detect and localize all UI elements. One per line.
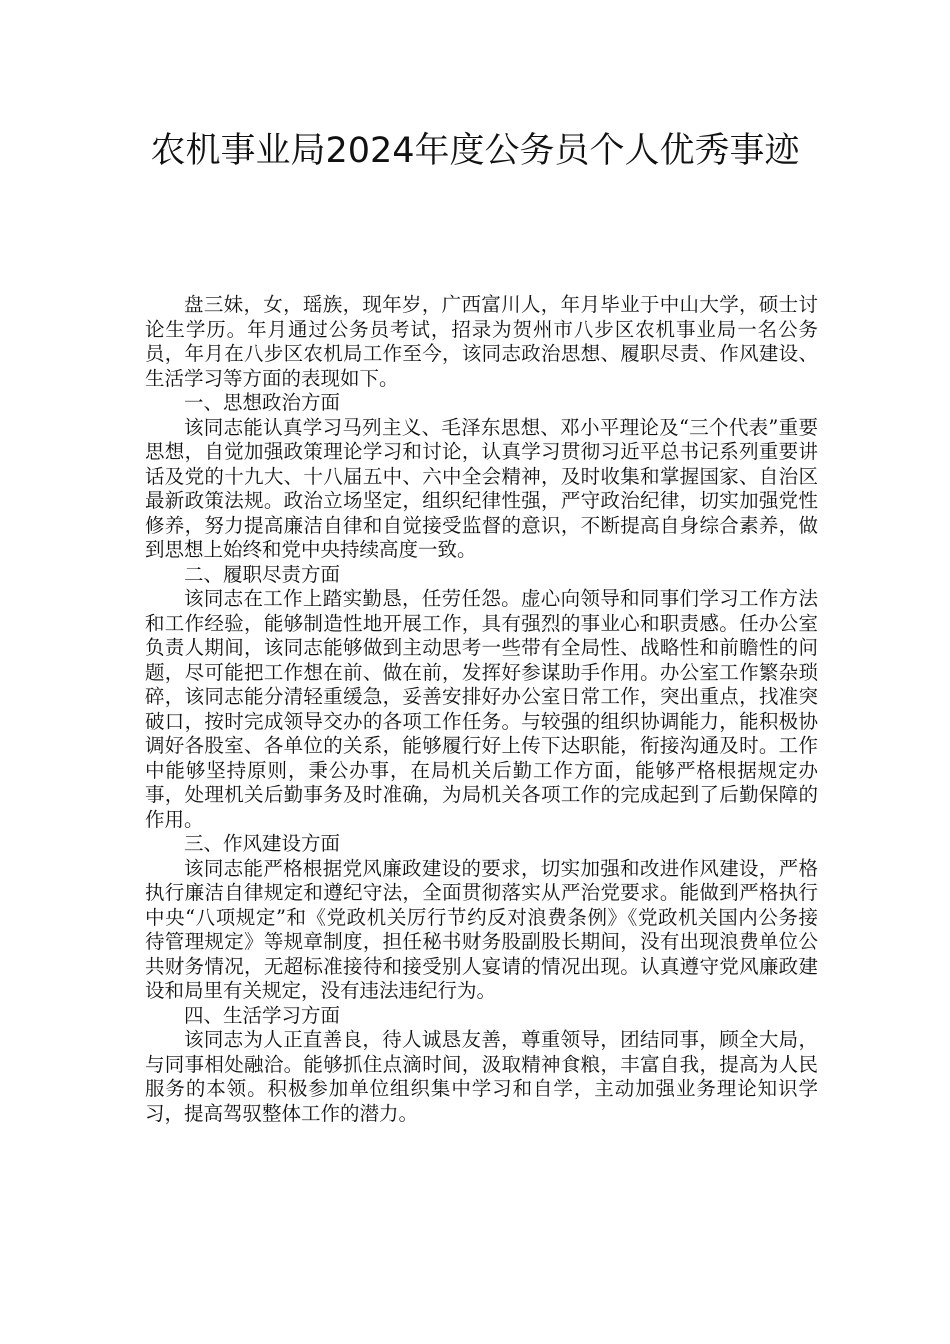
section-text-duty: 该同志在工作上踏实勤恳，任劳任怨。虚心向领导和同事们学习工作方法和工作经验，能够制造性地开展工作，具有强烈的事业心和职责感。任办公室负责人期间，该同志能够做到主动思考一些带有全局性、战略性和前瞻性的问题，尽可能把工作想在前、做在前，发挥好参谋助手作用。办公室工作繁杂琐碎，该同志能分清轻重缓急，妥善安排好办公室日常工作，突出重点，找准突破口，按时完成领导交办的各项工作任务。与较强的组织协调能力，能积极协调好各股室、各单位的关系，能够履行好上传下达职能，衔接沟通及时。工作中能够坚持原则，秉公办事，在局机关后勤工作方面，能够严格根据规定办事，处理机关后勤事务及时准确，为局机关各项工作的完成起到了后勤保障的作用。	[145, 587, 818, 831]
section-heading-conduct: 三、作风建设方面	[184, 832, 341, 855]
intro-paragraph: 盘三妹，女，瑶族，现年岁，广西富川人，年月毕业于中山大学，硕士讨论生学历。年月通过公务员考试，招录为贺州市八步区农机事业局一名公务员，年月在八步区农机局工作至今，该同志政治思想、履职尽责、作风建设、生活学习等方面的表现如下。	[145, 293, 818, 390]
section-text-conduct: 该同志能严格根据党风廉政建设的要求，切实加强和改进作风建设，严格执行廉洁自律规定和遵纪守法，全面贯彻落实从严治党要求。能做到严格执行中央“八项规定”和《党政机关厉行节约反对浪费条例》《党政机关国内公务接待管理规定》等规章制度，担任秘书财务股副股长期间，没有出现浪费单位公共财务情况，无超标准接待和接受别人宴请的情况出现。认真遵守党风廉政建设和局里有关规定，没有违法违纪行为。	[145, 856, 818, 1002]
section-text-political: 该同志能认真学习马列主义、毛泽东思想、邓小平理论及“三个代表”重要思想，自觉加强政策理论学习和讨论，认真学习贯彻习近平总书记系列重要讲话及党的十九大、十八届五中、六中全会精神，及时收集和掌握国家、自治区最新政策法规。政治立场坚定，组织纪律性强，严守政治纪律，切实加强党性修养，努力提高廉洁自律和自觉接受监督的意识，不断提高自身综合素养，做到思想上始终和党中央持续高度一致。	[145, 415, 818, 561]
section-heading-duty: 二、履职尽责方面	[184, 562, 341, 586]
section-text-life: 该同志为人正直善良，待人诚恳友善，尊重领导，团结同事，顾全大局，与同事相处融洽。能够抓住点滴时间，汲取精神食粮，丰富自我，提高为人民服务的本领。积极参加单位组织集中学习和自学，主动加强业务理论知识学习，提高驾驭整体工作的潜力。	[145, 1028, 818, 1125]
section-heading-political: 一、思想政治方面	[184, 391, 341, 414]
document-body	[145, 293, 818, 1126]
section-heading-life: 四、生活学习方面	[184, 1003, 341, 1027]
document-title: 农机事业局2024年度公务员个人优秀事迹	[150, 131, 800, 171]
